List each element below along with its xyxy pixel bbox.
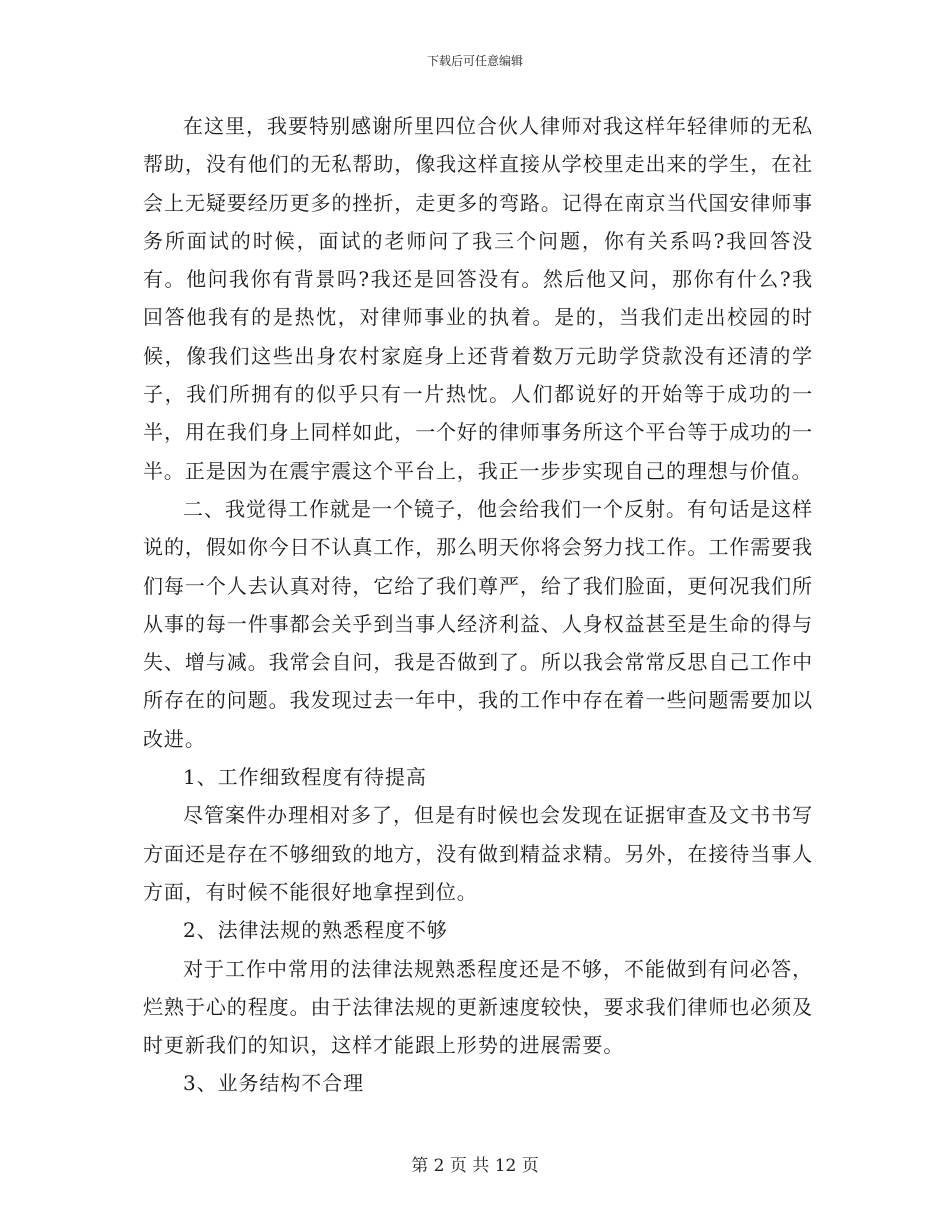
paragraph-acknowledgement: 在这里，我要特别感谢所里四位合伙人律师对我这样年轻律师的无私帮助，没有他们的无私帮助，像我这样直接从学校里走出来的学生，在社会上无疑要经历更多的挫折，走更多的弯路。记得在南京当代国安律师事务所面试的时候，面试的老师问了我三个问题，你有关系吗?我回答没有。他问我你有背景吗?我还是回答没有。然后他又问，那你有什么?我回答他我有的是热忱，对律师事业的执着。是的，当我们走出校园的时候，像我们这些出身农村家庭身上还背着数万元助学贷款没有还清的学子，我们所拥有的似乎只有一片热忱。人们都说好的开始等于成功的一半，用在我们身上同样如此，一个好的律师事务所这个平台等于成功的一半。正是因为在震宇震这个平台上，我正一步步实现自己的理想与价值。 [143,114,813,483]
paragraph-work-mirror: 二、我觉得工作就是一个镜子，他会给我们一个反射。有句话是这样说的，假如你今日不认真工作，那么明天你将会努力找工作。工作需要我们每一个人去认真对待，它给了我们尊严，给了我们脸面，更何况我们所从事的每一件事都会关乎到当事人经济利益、人身权益甚至是生命的得与失、增与减。我常会自问，我是否做到了。所以我会常常反思自己工作中所存在的问题。我发现过去一年中，我的工作中存在着一些问题需要加以改进。 [143,496,813,751]
section-heading-3: 3、业务结构不合理 [183,1071,365,1096]
section-heading-2: 2、法律法规的熟悉程度不够 [183,918,448,943]
page-header: 下载后可任意编辑 [426,54,523,68]
paragraph-law-familiarity: 对于工作中常用的法律法规熟悉程度还是不够，不能做到有问必答，烂熟于心的程度。由于法律法规的更新速度较快，要求我们律师也必须及时更新我们的知识，这样才能跟上形势的进展需要。 [143,956,813,1058]
paragraph-detail-improvement: 尽管案件办理相对多了，但是有时候也会发现在证据审查及文书书写方面还是存在不够细致的地方，没有做到精益求精。另外，在接待当事人方面，有时候不能很好地拿捏到位。 [143,803,813,904]
document-body [143,107,813,1103]
page-number-footer: 第 2 页 共 12 页 [411,1156,539,1176]
section-heading-1: 1、工作细致程度有待提高 [183,765,427,790]
